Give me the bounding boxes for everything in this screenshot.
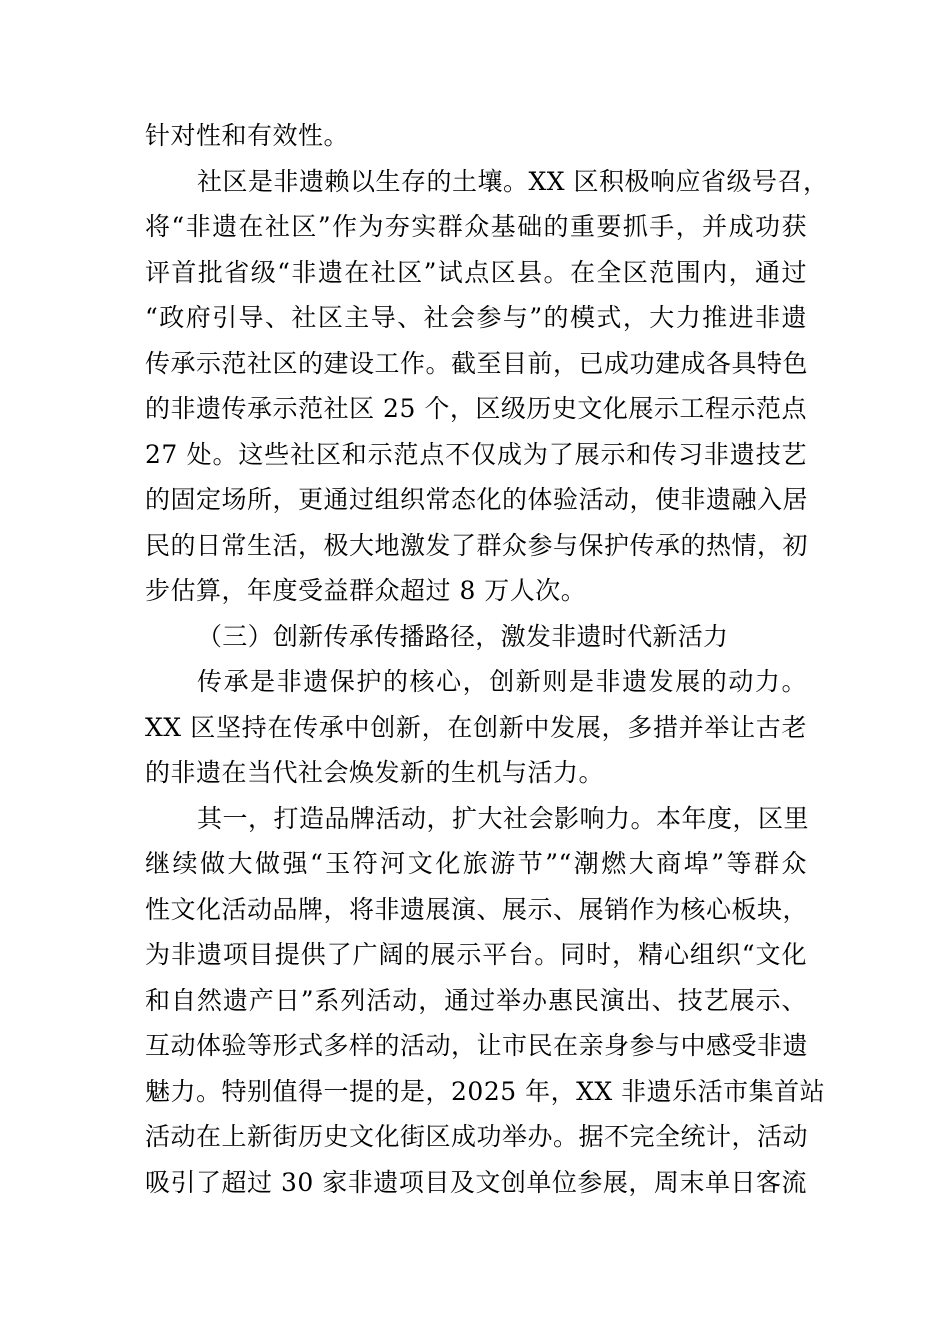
paragraph-line: 的非遗传承示范社区 25 个，区级历史文化展示工程示范点 — [145, 394, 807, 423]
paragraph-line: “政府引导、社区主导、社会参与”的模式，大力推进非遗 — [145, 303, 807, 332]
paragraph-line: 其一，打造品牌活动，扩大社会影响力。本年度，区里 — [197, 803, 810, 833]
paragraph-line: 继续做大做强“玉符河文化旅游节”“潮燃大商埠”等群众 — [145, 849, 808, 878]
document-page — [145, 113, 829, 1205]
paragraph-line: 魅力。特别值得一提的是，2025 年，XX 非遗乐活市集首站 — [145, 1076, 826, 1106]
section-heading: （三）创新传承传播路径，激发非遗时代新活力 — [197, 621, 729, 651]
paragraph-line: 性文化活动品牌，将非遗展演、展示、展销作为核心板块， — [145, 894, 809, 924]
paragraph-line: 步估算，年度受益群众超过 8 万人次。 — [145, 576, 587, 605]
paragraph-line: 社区是非遗赖以生存的土壤。XX 区积极响应省级号召， — [197, 166, 829, 196]
paragraph-line: 互动体验等形式多样的活动，让市民在亲身参与中感受非遗 — [145, 1031, 809, 1060]
paragraph-line: 针对性和有效性。 — [145, 121, 350, 150]
paragraph-innovation — [145, 659, 807, 796]
paragraph-line: 吸引了超过 30 家非遗项目及文创单位参展，周末单日客流 — [145, 1167, 807, 1197]
paragraph-line: 传承是非遗保护的核心，创新则是非遗发展的动力。 — [197, 667, 807, 696]
paragraph-line: 传承示范社区的建设工作。截至目前，已成功建成各具特色 — [145, 348, 809, 378]
paragraph-line: 将“非遗在社区”作为夯实群众基础的重要抓手，并成功获 — [145, 212, 807, 241]
paragraph-line: XX 区坚持在传承中创新，在创新中发展，多措并举让古老 — [145, 712, 807, 742]
paragraph-line: 为非遗项目提供了广阔的展示平台。同时，精心组织“文化 — [145, 940, 807, 969]
paragraph-line: 的固定场所，更通过组织常态化的体验活动，使非遗融入居 — [145, 485, 809, 514]
paragraph-line: 评首批省级“非遗在社区”试点区县。在全区范围内，通过 — [145, 257, 807, 287]
paragraph-line: 民的日常生活，极大地激发了群众参与保护传承的热情，初 — [145, 530, 809, 560]
paragraph-line: 的非遗在当代社会焕发新的生机与活力。 — [145, 758, 605, 787]
paragraph-community — [145, 159, 829, 614]
paragraph-line: 活动在上新街历史文化街区成功举办。据不完全统计，活动 — [145, 1122, 809, 1151]
paragraph-line: 和自然遗产日”系列活动，通过举办惠民演出、技艺展示、 — [145, 985, 807, 1015]
paragraph-brand-activities — [145, 796, 826, 1206]
paragraph-line: 27 处。这些社区和示范点不仅成为了展示和传习非遗技艺 — [145, 439, 807, 469]
